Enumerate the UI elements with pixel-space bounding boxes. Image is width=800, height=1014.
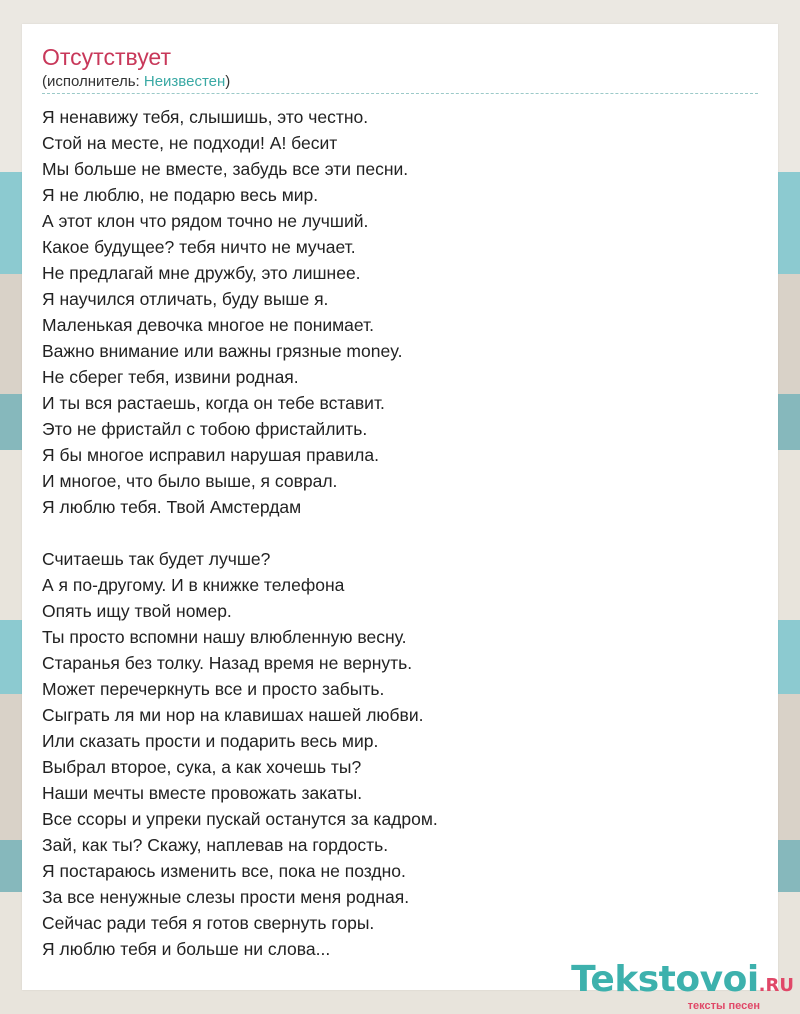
logo-wordmark bbox=[571, 959, 794, 1004]
lyric-line: Я ненавижу тебя, слышишь, это честно. bbox=[42, 107, 369, 127]
lyric-line: Важно внимание или важны грязные money. bbox=[42, 341, 403, 361]
lyric-line: Выбрал второе, сука, а как хочешь ты? bbox=[42, 757, 362, 777]
lyric-line: Наши мечты вместе провожать закаты. bbox=[42, 783, 363, 803]
lyric-line: Опять ищу твой номер. bbox=[42, 601, 232, 621]
lyrics-text bbox=[42, 104, 762, 962]
lyric-line: Все ссоры и упреки пускай останутся за кадром. bbox=[42, 809, 438, 829]
lyric-line: Может перечеркнуть все и просто забыть. bbox=[42, 679, 385, 699]
lyric-line: Или сказать прости и подарить весь мир. bbox=[42, 731, 379, 751]
lyric-line: И многое, что было выше, я соврал. bbox=[42, 471, 338, 491]
artist-prefix: (исполнитель: bbox=[42, 73, 144, 90]
lyric-line: Ты просто вспомни нашу влюбленную весну. bbox=[42, 627, 407, 647]
lyric-line: Это не фристайл с тобою фристайлить. bbox=[42, 419, 368, 439]
lyric-line: Я не люблю, не подарю весь мир. bbox=[42, 185, 319, 205]
lyric-line: Мы больше не вместе, забудь все эти песни. bbox=[42, 159, 409, 179]
lyric-line: Сейчас ради тебя я готов свернуть горы. bbox=[42, 913, 375, 933]
logo-tagline: тексты песен bbox=[687, 1000, 760, 1012]
verse-gap bbox=[42, 520, 762, 546]
lyrics-card bbox=[22, 24, 778, 990]
lyric-line: За все ненужные слезы прости меня родная. bbox=[42, 887, 410, 907]
artist-suffix: ) bbox=[225, 73, 231, 90]
lyric-line: Какое будущее? тебя ничто не мучает. bbox=[42, 237, 356, 257]
logo-main-text: Tekstovoi bbox=[571, 959, 759, 1000]
lyric-line: Считаешь так будет лучше? bbox=[42, 549, 271, 569]
song-title: Отсутствует bbox=[42, 44, 171, 70]
artist-line bbox=[42, 73, 230, 90]
lyric-line: Я постараюсь изменить все, пока не поздно. bbox=[42, 861, 406, 881]
logo-tld: .RU bbox=[758, 975, 794, 996]
lyric-line: Маленькая девочка многое не понимает. bbox=[42, 315, 375, 335]
lyric-line: А этот клон что рядом точно не лучший. bbox=[42, 211, 369, 231]
lyric-line: Не предлагай мне дружбу, это лишнее. bbox=[42, 263, 361, 283]
title-divider bbox=[42, 93, 758, 94]
lyric-line: Сыграть ля ми нор на клавишах нашей любви. bbox=[42, 705, 424, 725]
site-logo[interactable] bbox=[571, 959, 794, 1012]
lyric-line: Зай, как ты? Скажу, наплевав на гордость. bbox=[42, 835, 389, 855]
lyric-line: Не сберег тебя, извини родная. bbox=[42, 367, 299, 387]
lyric-line: И ты вся растаешь, когда он тебе вставит. bbox=[42, 393, 385, 413]
artist-link[interactable]: Неизвестен bbox=[143, 73, 226, 90]
lyric-line: Старанья без толку. Назад время не вернуть. bbox=[42, 653, 413, 673]
lyric-line: Я научился отличать, буду выше я. bbox=[42, 289, 329, 309]
lyric-line: Я люблю тебя и больше ни слова... bbox=[42, 939, 331, 959]
lyric-line: Я люблю тебя. Твой Амстердам bbox=[42, 497, 302, 517]
lyric-line: Я бы многое исправил нарушая правила. bbox=[42, 445, 379, 465]
lyric-line: А я по-другому. И в книжке телефона bbox=[42, 575, 345, 595]
lyric-line: Стой на месте, не подходи! А! бесит bbox=[42, 133, 338, 153]
